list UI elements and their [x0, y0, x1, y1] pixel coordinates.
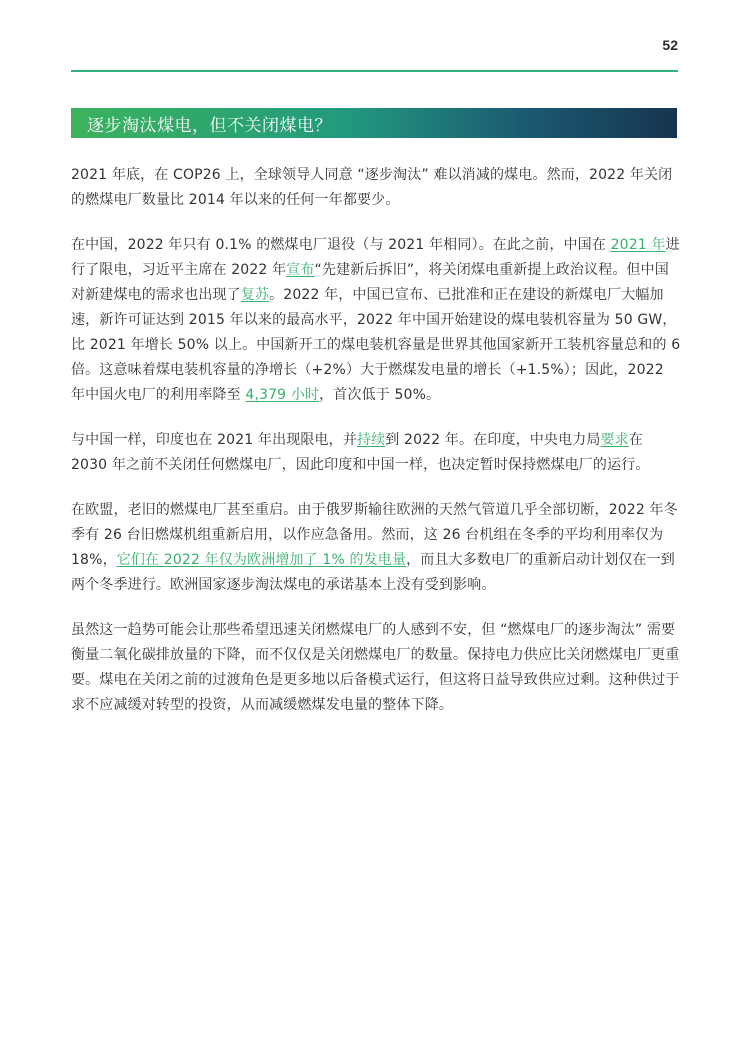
inline-link[interactable]: 复苏	[240, 287, 270, 303]
section-banner	[71, 108, 677, 138]
body-paragraph	[71, 498, 681, 598]
text-run: 虽然这一趋势可能会让那些希望迅速关闭燃煤电厂的人感到不安，但 “燃煤电厂的逐步淘汰” 需要衡量二氧化碳排放量的下降，而不仅仅是关闭燃煤电厂的数量。保持电力供应比关闭燃煤电厂更重要。煤电在关闭之前的过渡角色是更多地以后备模式运行，但这将日益导致供应过剩。这种供过于求不应减缓对转型的投资，从而减缓燃煤发电量的整体下降。	[71, 622, 680, 713]
text-run: 到 2022 年。在印度，中央电力局	[385, 432, 601, 448]
text-run: 进行了限电，习近平主席在 2022 年	[71, 237, 680, 278]
text-run: 2021 年底，在 COP26 上，全球领导人同意 “逐步淘汰” 难以消减的煤电。然而，2022 年关闭的燃煤电厂数量比 2014 年以来的任何一年都要少。	[71, 167, 673, 208]
body-paragraph	[71, 428, 681, 478]
header-divider	[71, 70, 678, 72]
text-run: 在中国，2022 年只有 0.1% 的燃煤电厂退役（与 2021 年相同）。在此之前，中国在	[71, 237, 611, 253]
text-run: 在 2030 年之前不关闭任何燃煤电厂，因此印度和中国一样，也决定暂时保持燃煤电厂的运行。	[71, 432, 650, 473]
inline-link[interactable]: 2021 年	[610, 237, 666, 253]
text-run: 。2022 年，中国已宣布、已批准和正在建设的新煤电厂大幅加速，新许可证达到 2015 年以来的最高水平，2022 年中国开始建设的煤电装机容量为 50 GW，比 2021 年增长 50% 以上。中国新开工的煤电装机容量是世界其他国家新开工装机容量总和的 6 倍。这意味着煤电装机容量的净增长（+2%）大于燃煤发电量的增长（+1.5%）；因此，2022 年中国火电厂的利用率降至	[71, 287, 681, 403]
inline-link[interactable]: 要求	[600, 432, 629, 448]
page-number: 52	[662, 37, 678, 53]
inline-link[interactable]: 持续	[356, 432, 386, 448]
text-run: ，而且大多数电厂的重新启动计划仅在一到两个冬季进行。欧洲国家逐步淘汰煤电的承诺基本上没有受到影响。	[71, 552, 675, 593]
text-run: ，首次低于 50%。	[319, 387, 441, 403]
inline-link[interactable]: 宣布	[286, 262, 315, 278]
inline-link[interactable]: 它们在 2022 年仅为欧洲增加了 1% 的发电量	[116, 552, 407, 568]
body-paragraph	[71, 618, 681, 718]
section-title: 逐步淘汰煤电，但不关闭煤电？	[87, 115, 332, 136]
text-run: 与中国一样，印度也在 2021 年出现限电，并	[71, 432, 357, 448]
body-text	[71, 163, 681, 738]
inline-link[interactable]: 4,379 小时	[245, 387, 320, 403]
body-paragraph	[71, 233, 681, 408]
text-run: “先建新后拆旧”，将关闭煤电重新提上政治议程。但中国对新建煤电的需求也出现了	[71, 262, 669, 303]
body-paragraph	[71, 163, 681, 213]
text-run: 在欧盟，老旧的燃煤电厂甚至重启。由于俄罗斯输往欧洲的天然气管道几乎全部切断，2022 年冬季有 26 台旧燃煤机组重新启用，以作应急备用。然而，这 26 台机组在冬季的平均利用率仅为 18%，	[71, 502, 678, 568]
